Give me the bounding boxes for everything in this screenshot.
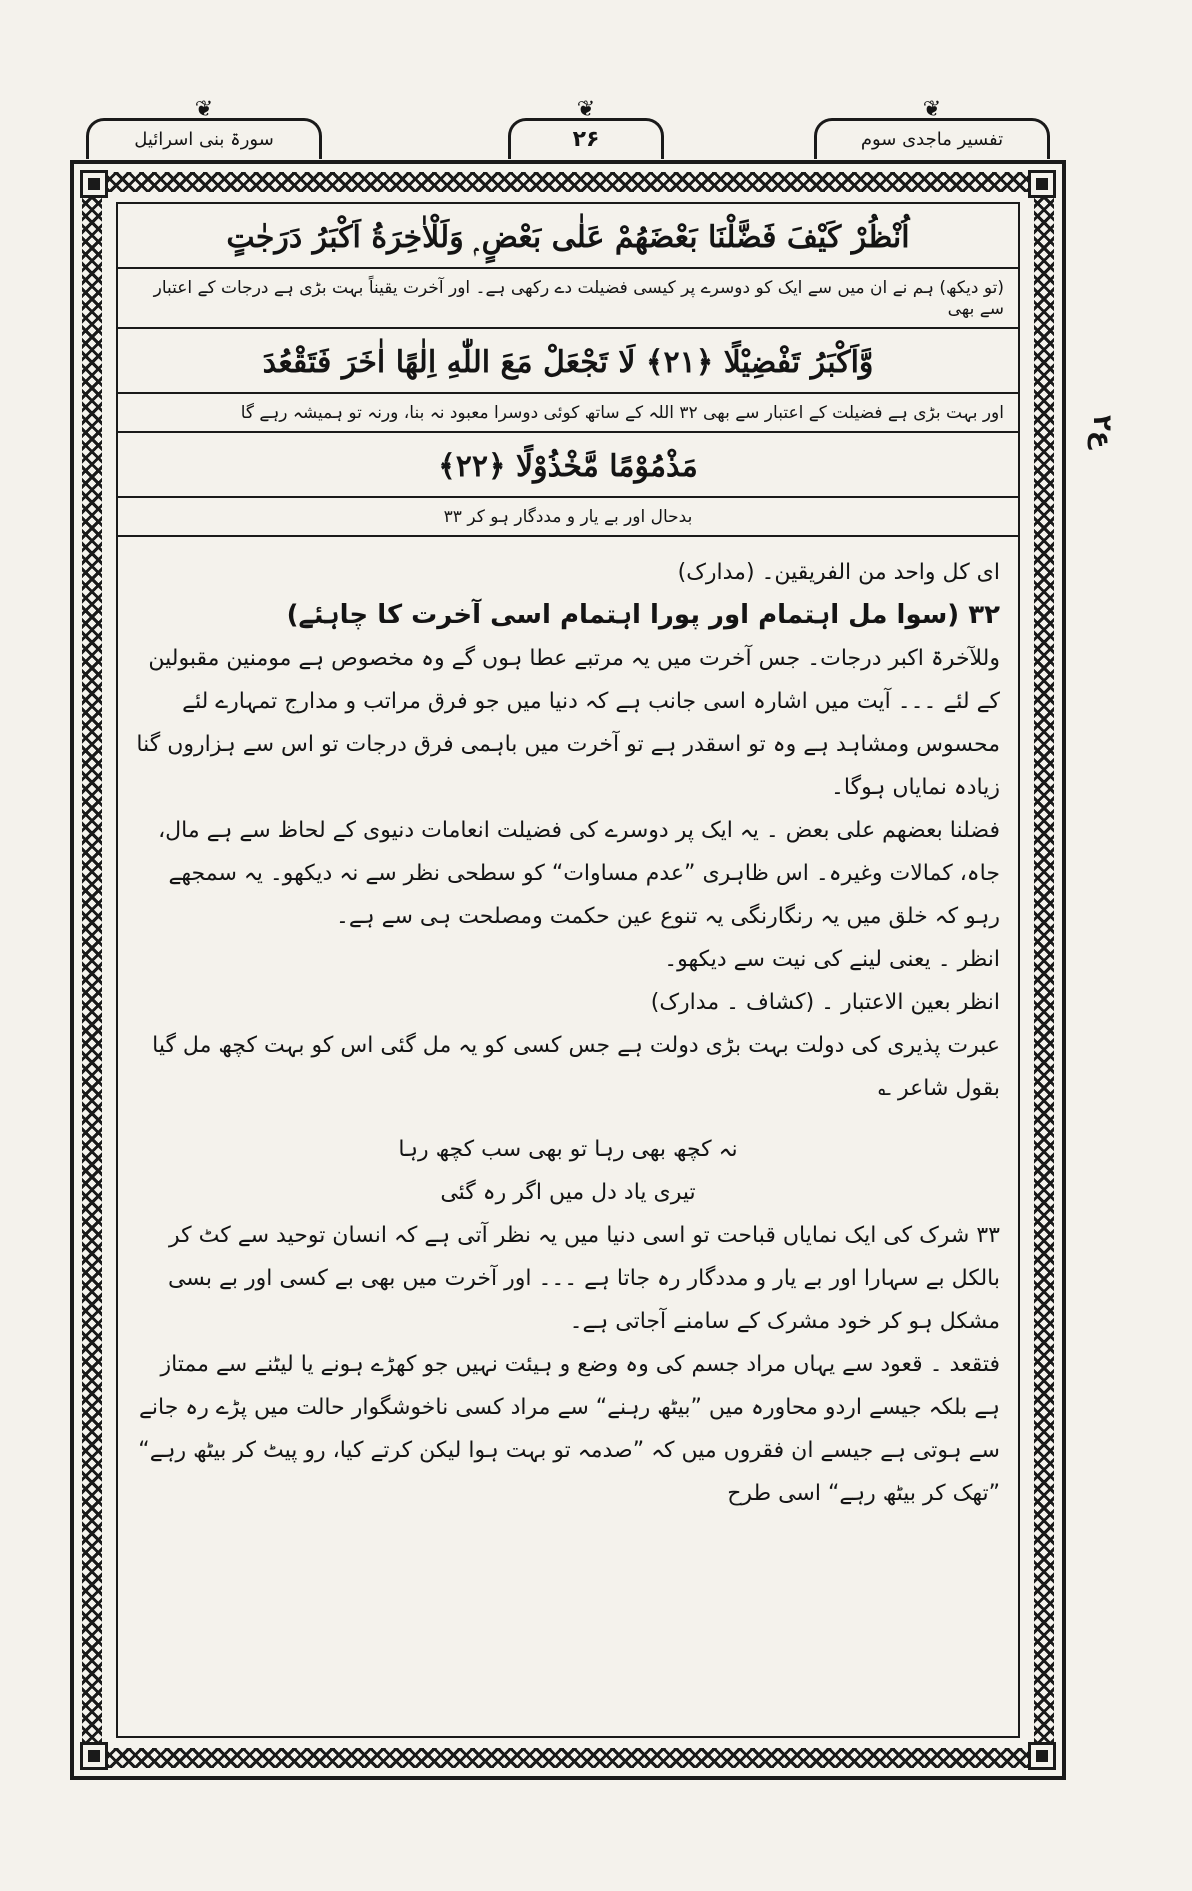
- ornament-icon: ❦: [194, 97, 214, 122]
- border-ornament: [82, 198, 102, 1742]
- poetry-line: تیری یاد دل میں اگر رہ گئی: [440, 1180, 696, 1205]
- verse-translation: اور بہت بڑی ہے فضیلت کے اعتبار سے بھی ۳۲ اللہ کے ساتھ کوئی دوسرا معبود نہ بنا، ورنہ تو ہمیشہ رہے گا: [118, 392, 1018, 431]
- page-content: [116, 202, 1020, 1738]
- commentary-paragraph: عبرت پذیری کی دولت بہت بڑی دولت ہے جس کسی کو یہ مل گئی اس کو بہت کچھ مل گیا بقول شاعر ؎: [152, 1033, 1000, 1101]
- border-ornament: [108, 172, 1028, 192]
- arabic-verse: وَّاَكْبَرُ تَفْضِيْلًا ﴿۲۱﴾ لَا تَجْعَلْ مَعَ اللّٰهِ اِلٰهًا اٰخَرَ فَتَقْعُدَ: [262, 345, 874, 380]
- commentary-intro: ای کل واحد من الفریقین۔ (مدارک): [677, 560, 1000, 585]
- arabic-verse: اُنْظُرْ كَيْفَ فَضَّلْنَا بَعْضَهُمْ عَلٰى بَعْضٍ ۭ وَلَلْاٰخِرَةُ اَكْبَرُ دَرَجٰتٍ: [226, 220, 910, 255]
- border-ornament: [1034, 198, 1054, 1742]
- spacer: [136, 1110, 1000, 1128]
- note-32-heading: ۳۲ (سوا مل اہتمام اور پورا اہتمام اسی آخرت کا چاہئے): [286, 600, 1000, 630]
- verse-block: [118, 204, 1018, 329]
- surah-name-tab: [86, 97, 322, 159]
- verse-translation: (تو دیکھ) ہم نے ان میں سے ایک کو دوسرے پر کیسی فضیلت دے رکھی ہے۔ اور آخرت یقیناً بہت بڑی ہے درجات کے اعتبار سے بھی: [118, 267, 1018, 327]
- ornament-icon: ❦: [576, 97, 596, 122]
- corner-ornament-icon: [80, 1742, 108, 1770]
- arabic-verse: مَذْمُوْمًا مَّخْذُوْلًا ﴿۲۲﴾: [438, 449, 698, 484]
- verse-block: [118, 329, 1018, 433]
- page-frame: [70, 160, 1066, 1780]
- commentary-paragraph: انظر بعین الاعتبار ۔ (کشاف ۔ مدارک): [650, 990, 1000, 1015]
- corner-ornament-icon: [80, 170, 108, 198]
- commentary-paragraph: انظر ۔ یعنی لینے کی نیت سے دیکھو۔: [664, 947, 1000, 972]
- note-33-paragraph: ۳۳ شرک کی ایک نمایاں قباحت تو اسی دنیا میں یہ نظر آتی ہے کہ انسان توحید سے کٹ کر بالکل بے سہارا اور بے یار و مددگار رہ جاتا ہے ۔۔۔ اور آخرت میں بھی بے کسی اور بے بسی مشکل ہو کر خود مشرک کے سامنے آجاتی ہے۔: [167, 1223, 1000, 1334]
- book-title-tab: [814, 97, 1050, 159]
- book-title: تفسیر ماجدی سوم: [860, 129, 1004, 150]
- page-number: ۲۶: [572, 127, 600, 152]
- commentary-paragraph: فضلنا بعضھم علی بعض ۔ یہ ایک پر دوسرے کی فضیلت انعامات دنیوی کے لحاظ سے ہے مال، جاہ، کمالات وغیرہ۔ اس ظاہری ”عدم مساوات“ کو سطحی نظر سے نہ دیکھو۔ یہ سمجھے رہو کہ خلق میں یہ رنگارنگی یہ تنوع عین حکمت ومصلحت ہی سے ہے۔: [158, 818, 1000, 929]
- poetry-line: نہ کچھ بھی رہا تو بھی سب کچھ رہا: [398, 1137, 738, 1162]
- page-number-tab: [508, 97, 664, 159]
- surah-name: سورۃ بنی اسرائیل: [134, 129, 274, 150]
- corner-ornament-icon: [1028, 1742, 1056, 1770]
- verse-translation: بدحال اور بے یار و مددگار ہو کر ۳۳: [118, 496, 1018, 535]
- border-ornament: [108, 1748, 1028, 1768]
- page-header: [78, 96, 1058, 166]
- ornament-icon: ❦: [922, 97, 942, 122]
- ruku-marker: ع۲: [1087, 415, 1117, 449]
- verse-block: [118, 433, 1018, 537]
- commentary-paragraph: فتقعد ۔ قعود سے یہاں مراد جسم کی وہ وضع و ہیئت نہیں جو کھڑے ہونے یا لیٹنے سے ممتاز ہے بلکہ جیسے اردو محاورہ میں ”بیٹھ رہنے“ سے مراد کسی ناخوشگوار حالت میں پڑے رہ جانے سے ہوتی ہے جیسے ان فقروں میں کہ ”صدمہ تو بہت ہوا لیکن کرتے کیا، رو پیٹ کر بیٹھ رہے“ ”تھک کر بیٹھ رہے“ اسی طرح: [138, 1352, 1000, 1506]
- commentary: [118, 537, 1018, 1525]
- commentary-paragraph: وللآخرۃ اکبر درجات۔ جس آخرت میں یہ مرتبے عطا ہوں گے وہ مخصوص ہے مومنین مقبولین کے لئے ۔۔۔ آیت میں اشارہ اسی جانب ہے کہ دنیا میں جو فرق مراتب و مدارج تمہارے لئے محسوس ومشاہد ہے وہ تو اسقدر ہے تو آخرت میں باہمی فرق درجات تو اس سے ہزاروں گنا زیادہ نمایاں ہوگا۔: [136, 646, 1000, 800]
- corner-ornament-icon: [1028, 170, 1056, 198]
